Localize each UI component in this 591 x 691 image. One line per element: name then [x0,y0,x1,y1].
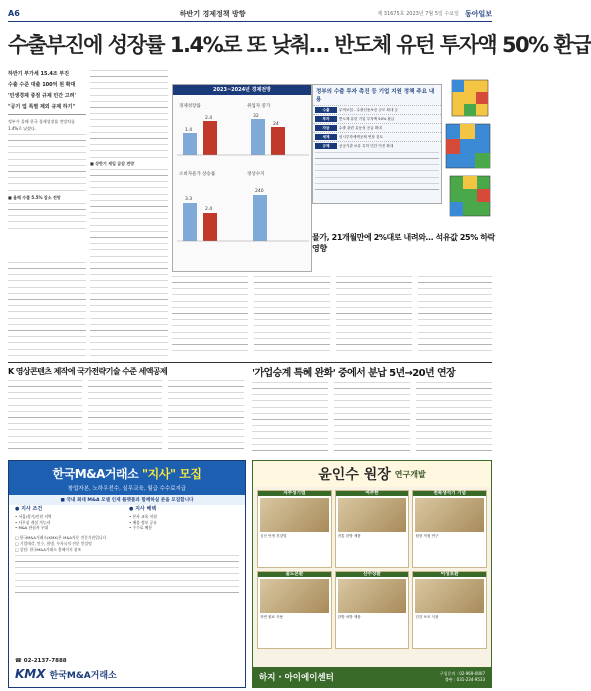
policy-category: 수출 [315,107,337,113]
article-subhead: 물가, 21개월만에 2%대로 내려와… 석유값 25% 하락 영향 [312,233,495,253]
chart-svg [173,95,313,273]
policy-text: 공공기관 보유 특허 민간 이전 확대 [339,144,394,148]
product-desc: 한방 처방 제품 [337,615,361,619]
ad-logo [9,667,245,681]
article-body-area [8,262,168,356]
ad-info-line: □ 한국M&A거래소(KMX)은 M&A자문 전문기관입니다 [15,535,107,541]
policy-category: 세제 [315,134,337,140]
policy-row [313,105,441,114]
bar [271,127,285,155]
ad-top [253,461,491,487]
product-grid [253,487,491,652]
ad-contact-line: 구입문의 : 02-969-0007 [439,671,485,676]
ad-column-line: • 매물 정보 공유 [129,519,157,525]
bar [183,203,197,241]
product-title: 골드본환 [258,572,331,577]
lead-line: 수출 수준 대출 100억 원 확대 [8,82,76,88]
product-image [260,498,329,532]
ad-column-heading: ● 지사 조건 [15,506,43,512]
product-card[interactable] [335,571,410,649]
issue-meta: 제 31675호 2023년 7월 5일 수요일 [377,11,459,17]
policy-row [313,123,441,132]
ad-contact-line: 출판 : 031-234-9533 [445,677,485,682]
ad-column-line: • 서울/경기/인천 지역 [15,513,52,519]
ad-info-list [9,533,245,597]
product-card[interactable] [257,490,332,568]
ad-person-name: 윤인수 원장 [318,467,391,483]
ad-company-name: 하지 · 아이에이센터 [259,673,334,683]
ad-company-name: 한국M&A거래소 [49,670,117,681]
ad-phone[interactable]: ☎ 02-2137-7888 [15,658,67,664]
product-title: 천록생석기 기념 [413,491,486,496]
lead-line: "공기 업 특별 제외 규제 하기" [8,104,76,110]
ad-column-line: • 수수료 배분 [129,525,152,531]
rubiks-cube-illustration [444,76,496,230]
ad-person-sub: 연구개발 [394,469,426,479]
product-desc: 원장 직접 연구 [415,534,439,538]
bar [251,119,265,155]
lead-line: 하반기 부가세 15.4조 부진 [8,71,70,77]
ad-kmx[interactable] [8,460,246,688]
panel-label: 취업자 증가 [247,104,271,109]
product-image [415,579,484,613]
bar [203,213,217,241]
policy-text: 반도체 유턴 기업 투자액 50% 환급 [339,117,395,121]
page-number: A6 [8,9,20,18]
body-text-block [90,169,168,257]
article-body-area [172,276,492,356]
policy-row [313,132,441,141]
page-header [8,6,492,22]
ad-notice-bar: ■ 국내 최대 M&A 모델 인재 플랫폼과 함께하실 분을 모집합니다 [9,495,245,505]
chart-title: 2023~2024년 경제전망 [173,85,311,95]
ad-info-line: □ 상담: 한국M&A거래소 홈페이지 참조 [15,547,82,553]
bar [253,195,267,241]
policy-summary-box [312,84,442,204]
ad-column-heading: ● 지사 혜택 [129,506,157,512]
policy-text: 임시투자세액공제 연장 검토 [339,135,383,139]
ad-contact[interactable] [440,671,485,683]
ad-info-line: □ 기업매각, 인수, 합병, 투자유치 전문 컨설팅 [15,541,92,547]
ad-column-line: • 본사 교육 지원 [129,513,157,519]
product-desc: 심신 안정 건강법 [260,534,287,538]
policy-text-block [315,152,439,192]
article-column-2 [90,70,168,256]
policy-category: 규제 [315,143,337,149]
policy-text: 무역보험 - 수출신용보증 규모 확대 등 [339,108,399,112]
body-text-block [8,203,86,233]
bar-label: 1.4 [185,128,193,133]
ad-bottom-bar [253,667,491,687]
product-image [338,579,407,613]
lead-line: '민생경제 중점 규제 민간 고려' [8,93,76,99]
kmx-logo: KMX [15,667,46,681]
article-column-1 [8,70,86,256]
product-desc: 건강 보조 식품 [415,615,439,619]
bar-label: 32 [253,114,259,119]
newspaper-brand: 동아일보 [464,8,492,18]
product-image [260,579,329,613]
ad-columns [9,505,245,533]
ad-headline [9,461,245,484]
policy-box-title: 정부의 수출 투자 촉진 등 기업 지원 정책 주요 내용 [316,89,435,103]
body-paragraph: 정부가 올해 한국 경제성장률 전망치를 1.4%로 낮췄다. [8,119,75,131]
product-image [415,498,484,532]
panel-label: 경제성장률 [179,104,201,109]
section2-title-right: '가업승계 특혜 완화' 중에서 분납 5년→20년 연장 [252,368,456,379]
product-title: 여주한 [336,491,409,496]
article-body-area [8,380,244,454]
bar-label: 3.3 [185,197,193,202]
body-subheading: ■ 올해 수출 5.5% 감소 전망 [8,195,61,200]
ad-highlight: "지사" 모집 [141,467,202,481]
body-subheading: ■ 상반기 세입 급감 전망 [90,161,135,166]
product-desc: 전통 한방 제품 [337,534,361,538]
body-text-block [8,134,86,194]
ad-yun-insu[interactable] [252,460,492,688]
bar [203,121,217,155]
ad-footer [9,655,245,687]
economic-outlook-chart [172,84,312,272]
section-title: 하반기 경제정책 방향 [179,9,246,18]
ad-text-block [15,555,239,595]
product-title: 자주성기법 [258,491,331,496]
bar-label: 24 [273,122,279,127]
policy-category: 투자 [315,116,337,122]
body-text-block [90,70,168,160]
ad-column [13,507,127,531]
policy-row [313,114,441,123]
article-body-area [252,382,492,454]
product-card[interactable] [412,571,487,649]
product-card[interactable] [335,490,410,568]
ad-subline: 창업자본, 노하우전수, 실무교육, 월급 수수료지급 [9,484,245,495]
section-divider [8,362,492,363]
ad-brand-name: 한국M&A거래소 [52,467,139,481]
main-headline: 수출부진에 성장률 1.4%로 또 낮춰… 반도체 유턴 투자액 50% 환급 [8,33,591,57]
panel-label: 경상수지 [247,172,265,177]
policy-category: 자금 [315,125,337,131]
ad-column [127,507,241,531]
product-image [338,498,407,532]
product-desc: 자연 원료 사용 [260,615,284,619]
bar-label: 2.4 [205,207,213,212]
policy-row [313,141,441,150]
ad-column-line: • 사무실 개설 가능자 [15,519,51,525]
product-card[interactable] [412,490,487,568]
policy-text: 수출 관련 유동성 공급 확대 [339,126,382,130]
product-card[interactable] [257,571,332,649]
bar [183,133,197,155]
ad-column-line: • M&A 관심자 우대 [15,525,49,531]
product-title: 산수상환 [336,572,409,577]
product-title: 어성초환 [413,572,486,577]
panel-label: 소비자물가 상승률 [179,172,216,177]
section2-title-left: K 영상콘텐츠 제작에 국가전략기술 수준 세액공제 [8,367,168,376]
bar-label: 2.4 [205,116,213,121]
bar-label: 240 [255,189,264,194]
